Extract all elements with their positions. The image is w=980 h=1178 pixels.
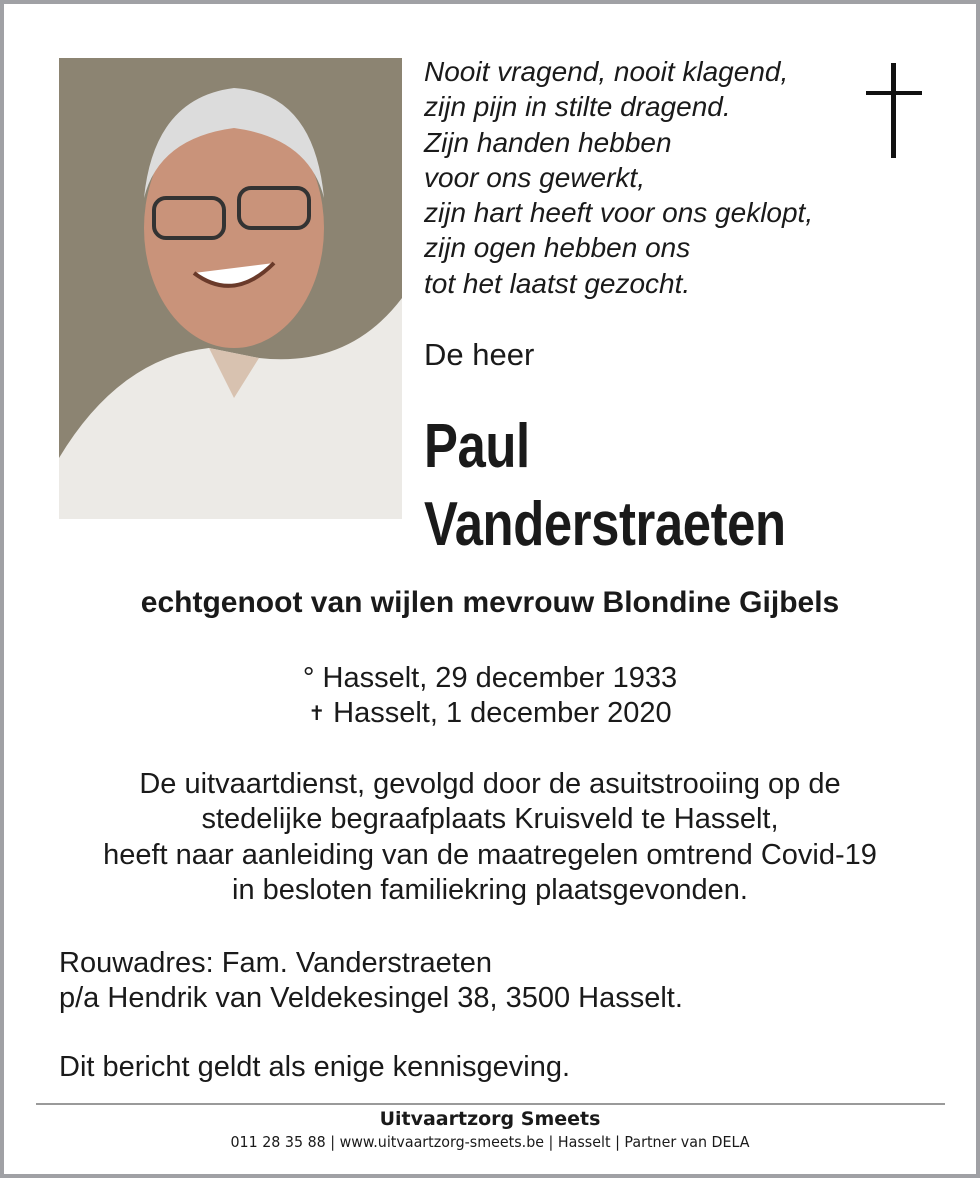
poem-line: zijn hart heeft voor ons geklopt,	[424, 197, 814, 229]
poem-line: Nooit vragend, nooit klagend,	[424, 56, 789, 87]
poem-line: Zijn handen hebben	[424, 126, 672, 158]
death-date: Hasselt, 1 december 2020	[333, 697, 672, 729]
death-line	[0, 696, 980, 732]
poem-line: zijn pijn in stilte dragend.	[424, 91, 731, 123]
last-name: Vanderstraeten	[424, 490, 786, 559]
cross-small-icon: ✝	[308, 703, 326, 725]
address-line: Rouwadres: Fam. Vanderstraeten	[59, 947, 493, 979]
ceremony-line: in besloten familiekring plaatsgevonden.	[232, 873, 748, 906]
poem-line: voor ons gewerkt,	[424, 161, 645, 193]
birth-date: ° Hasselt, 29 december 1933	[302, 662, 678, 694]
funeral-contact: 011 28 35 88 | www.uitvaartzorg-smeets.be | Hasselt | Partner van DELA	[230, 1133, 750, 1151]
deceased-name	[424, 408, 786, 564]
mourning-address	[59, 946, 683, 1016]
dates	[0, 661, 980, 732]
first-name: Paul	[424, 412, 530, 481]
address-line: p/a Hendrik van Veldekesingel 38, 3500 Hasselt.	[59, 982, 683, 1014]
poem	[424, 54, 813, 301]
spouse-line: echtgenoot van wijlen mevrouw Blondine Gijbels	[140, 586, 840, 619]
poem-line: tot het laatst gezocht.	[424, 267, 691, 299]
poem-line: zijn ogen hebben ons	[424, 232, 691, 264]
ceremony-line: stedelijke begraafplaats Kruisveld te Hasselt,	[201, 803, 779, 836]
portrait-photo	[59, 58, 402, 519]
ceremony-line: De uitvaartdienst, gevolgd door de asuitstrooiing op de	[139, 768, 841, 800]
ceremony-line: heeft naar aanleiding van de maatregelen omtrend Covid-19	[103, 838, 877, 871]
ceremony-text	[0, 767, 980, 908]
footer-divider	[36, 1103, 945, 1105]
cross-icon	[866, 63, 922, 158]
honorific: De heer	[424, 337, 535, 372]
funeral-company: Uitvaartzorg Smeets	[379, 1108, 601, 1130]
notice-text: Dit bericht geldt als enige kennisgeving.	[59, 1051, 571, 1083]
